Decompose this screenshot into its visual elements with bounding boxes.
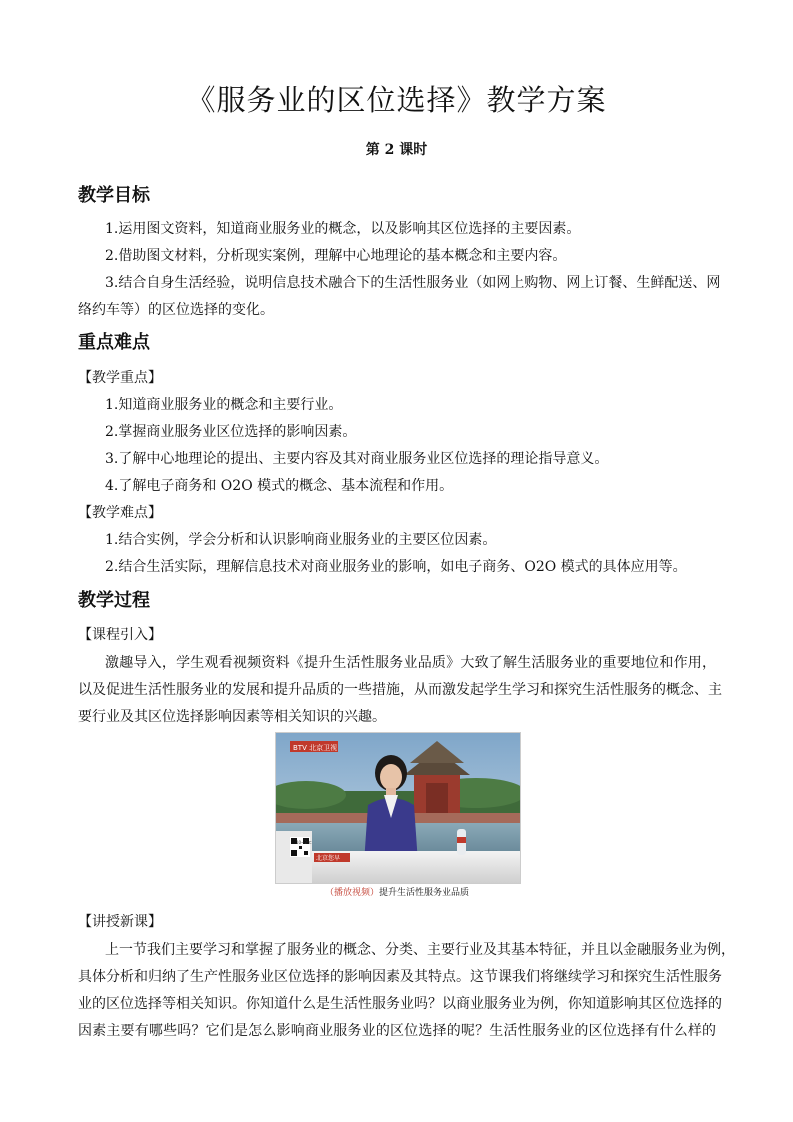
video-thumbnail[interactable]: [275, 732, 521, 884]
intro-line-3: 要行业及其区位选择影响因素等相关知识的兴趣。: [78, 709, 386, 725]
focus-item-4: 4.了解电子商务和 O2O 模式的概念、基本流程和作用。: [105, 478, 454, 494]
goal-item-3-cont: 络约车等）的区位选择的变化。: [78, 302, 274, 318]
caption-text: 提升生活性服务业品质: [379, 888, 470, 898]
channel-logo: [290, 741, 338, 752]
svg-text:BTV 北京卫视: BTV 北京卫视: [293, 744, 338, 752]
focus-item-3: 3.了解中心地理论的提出、主要内容及其对商业服务业区位选择的理论指导意义。: [105, 451, 609, 467]
weather-readout: 10~2℃: [296, 840, 312, 845]
lecture-line-1: 上一节我们主要学习和掌握了服务业的概念、分类、主要行业及其基本特征，并且以金融服务业为例，: [105, 942, 735, 958]
focus-label: 【教学重点】: [78, 370, 162, 386]
goal-item-3: 3.结合自身生活经验，说明信息技术融合下的生活性服务业（如网上购物、网上订餐、生鲜配送、网: [105, 275, 721, 291]
lesson-number: 第 2 课时: [365, 142, 428, 158]
intro-line-1: 激趣导入，学生观看视频资料《提升生活性服务业品质》大致了解生活服务业的重要地位和作用，: [105, 655, 716, 671]
video-caption: [275, 885, 519, 898]
focus-item-1: 1.知道商业服务业的概念和主要行业。: [105, 397, 343, 413]
goal-item-1: 1.运用图文资料，知道商业服务业的概念，以及影响其区位选择的主要因素。: [105, 221, 581, 237]
difficult-item-2: 2.结合生活实际，理解信息技术对商业服务业的影响，如电子商务、O2O 模式的具体应用等。: [105, 559, 687, 575]
lecture-line-4: 因素主要有哪些吗？它们是怎么影响商业服务业的区位选择的呢？生活性服务业的区位选择有什么样的: [78, 1023, 716, 1039]
section-heading-process: 教学过程: [78, 590, 150, 611]
intro-label: 【课程引入】: [78, 627, 162, 643]
focus-item-2: 2.掌握商业服务业区位选择的影响因素。: [105, 424, 357, 440]
section-heading-key-points: 重点难点: [78, 332, 150, 353]
lecture-label: 【讲授新课】: [78, 914, 162, 930]
lecture-line-2: 具体分析和归纳了生产性服务业区位选择的影响因素及其特点。这节课我们将继续学习和探究生活性服务: [78, 969, 722, 985]
lecture-line-3: 业的区位选择等相关知识。你知道什么是生活性服务业吗？以商业服务业为例，你知道影响其区位选择的: [78, 996, 722, 1012]
section-heading-goals: 教学目标: [78, 185, 150, 206]
document-title: 《服务业的区位选择》教学方案: [186, 83, 607, 117]
show-name: 北京您早: [316, 855, 341, 862]
caption-tag: （播放视频）: [324, 888, 379, 898]
intro-line-2: 以及促进生活性服务业的发展和提升品质的一些措施，从而激发起学生学习和探究生活性服务的概念、主: [78, 682, 722, 698]
difficult-item-1: 1.结合实例，学会分析和认识影响商业服务业的主要区位因素。: [105, 532, 497, 548]
goal-item-2: 2.借助图文材料，分析现实案例，理解中心地理论的基本概念和主要内容。: [105, 248, 567, 264]
difficult-label: 【教学难点】: [78, 505, 162, 521]
